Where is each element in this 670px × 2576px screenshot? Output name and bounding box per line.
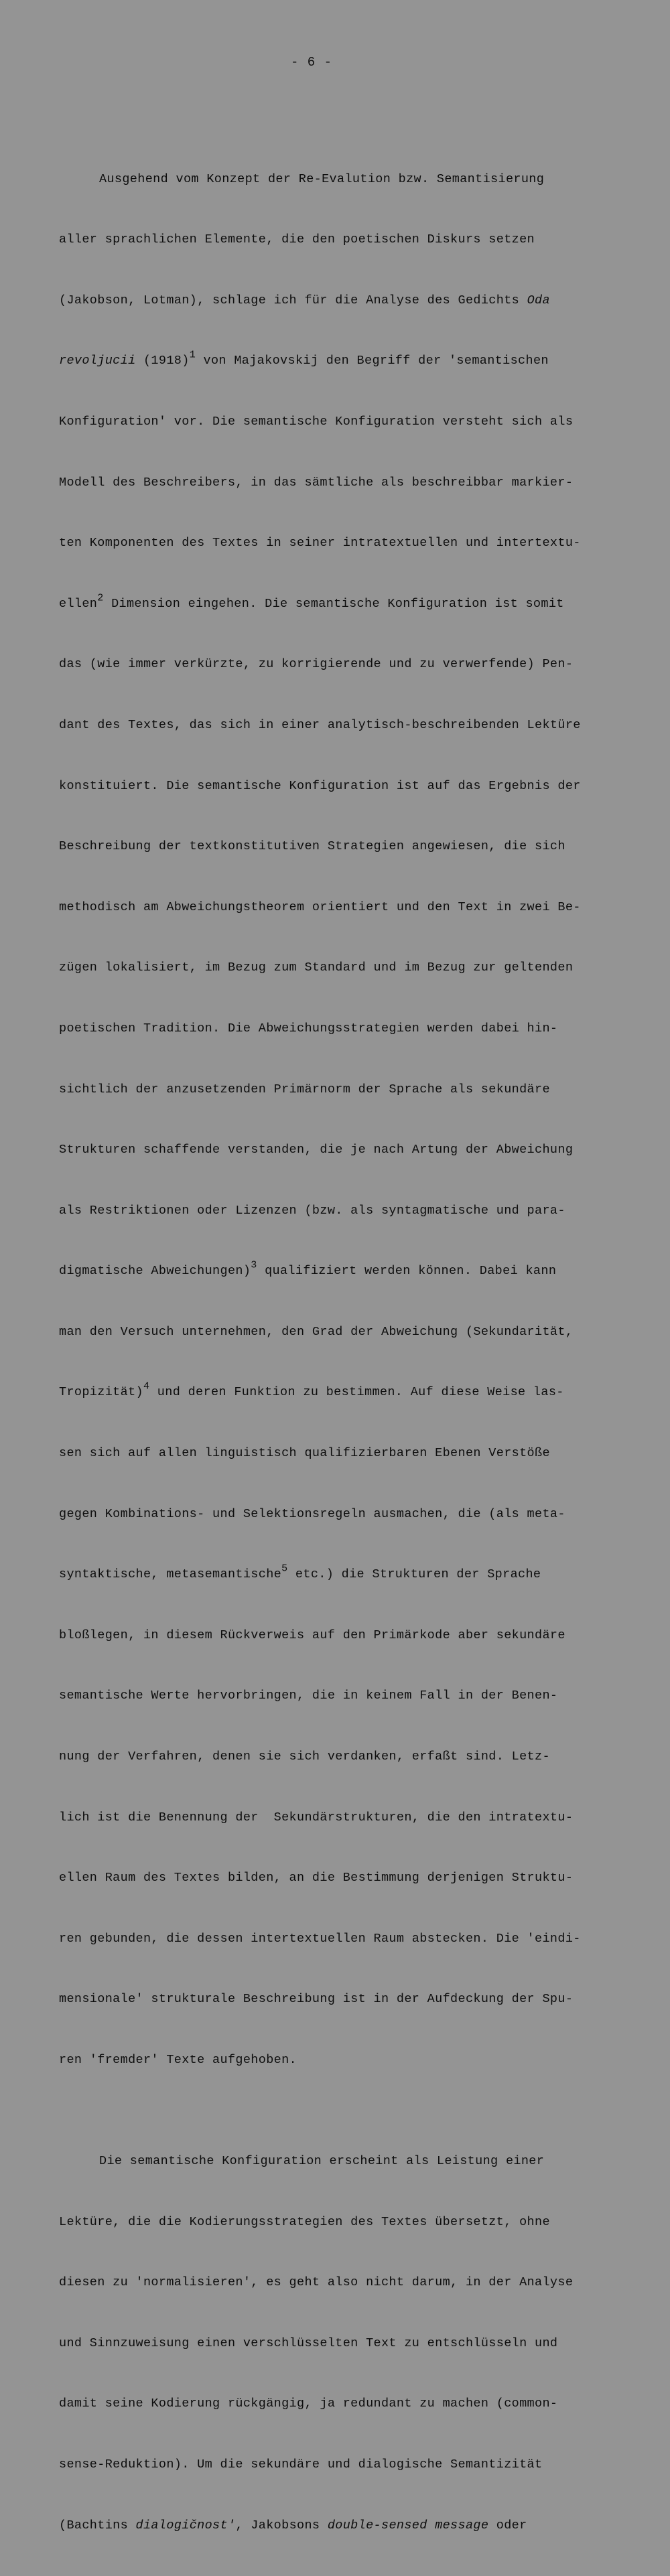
body-text (59, 109, 615, 2576)
text-line: konstituiert. Die semantische Konfiguration ist auf das Ergebnis der (59, 778, 581, 793)
text-line: semantische Werte hervorbringen, die in keinem Fall in der Benen- (59, 1689, 558, 1703)
text-line: diesen zu 'normalisieren', es geht also nicht darum, in der Analyse (59, 2275, 574, 2290)
text-line: ellen$^2$ Dimension eingehen. Die semantische Konfiguration ist somit (59, 592, 564, 611)
text-line: man den Versuch unternehmen, den Grad der Abweichung (Sekundarität, (59, 1324, 574, 1339)
text-line: revoljucii $(1918)^1$ von Majakovskij den Begriff der 'semantischen (59, 349, 549, 368)
footnote-marker: 2 (97, 592, 104, 604)
italic-term: double-sensed message (327, 2518, 489, 2532)
text-line: (Bachtins dialogičnost', Jakobsons double-sensed message oder (59, 2518, 527, 2532)
text-line: Lektüre, die die Kodierungsstrategien des Textes übersetzt, ohne (59, 2214, 550, 2229)
text-line: ellen Raum des Textes bilden, an die Bestimmung derjenigen Struktu- (59, 1871, 574, 1885)
text-line: aller sprachlichen Elemente, die den poetischen Diskurs setzen (59, 232, 535, 247)
text-line: ten Komponenten des Textes in seiner intratextuellen und intertextu- (59, 536, 581, 551)
footnote-marker: 5 (281, 1563, 288, 1575)
text-line: poetischen Tradition. Die Abweichungsstrategien werden dabei hin- (59, 1021, 558, 1035)
text-line: digmatische Abweichungen)$^3$ qualifiziert werden können. Dabei kann (59, 1259, 557, 1279)
text-line: Strukturen schaffende verstanden, die je nach Artung der Abweichung (59, 1143, 574, 1157)
text-line: das (wie immer verkürzte, zu korrigierende und zu verwerfende) Pen- (59, 657, 574, 672)
text-line: bloßlegen, in diesem Rückverweis auf den Primärkode aber sekundäre (59, 1628, 565, 1642)
text-line: und Sinnzuweisung einen verschlüsselten Text zu entschlüsseln und (59, 2336, 558, 2350)
text-line: sichtlich der anzusetzenden Primärnorm der Sprache als sekundäre (59, 1082, 550, 1096)
text-line: ren gebunden, die dessen intertextuellen Raum abstecken. Die 'eindi- (59, 1931, 581, 1946)
text-line: Die semantische Konfiguration erscheint als Leistung einer (99, 2154, 545, 2169)
italic-title: Oda (527, 293, 550, 307)
text-line: mensionale' strukturale Beschreibung ist in der Aufdeckung der Spu- (59, 1992, 574, 2007)
text-line: Konfiguration' vor. Die semantische Konfiguration versteht sich als (59, 414, 574, 429)
text-line: zügen lokalisiert, im Bezug zum Standard und im Bezug zur geltenden (59, 960, 574, 975)
page-number: - 6 - (290, 55, 332, 70)
text-line: sense-Reduktion). Um die sekundäre und dialogische Semantizität (59, 2457, 543, 2472)
text-line: ren 'fremder' Texte aufgehoben. (59, 2053, 297, 2068)
text-line: (Jakobson, Lotman), schlage ich für die Analyse des Gedichts Oda (59, 293, 550, 307)
footnote-marker: 4 (143, 1380, 150, 1392)
italic-title: revoljucii (59, 354, 136, 368)
italic-term: dialogičnost' (135, 2518, 236, 2532)
footnote-marker: 1 (189, 349, 196, 361)
text-line: syntaktische, metasemantische$^5$ etc.) die Strukturen der Sprache (59, 1563, 541, 1582)
text-line: dant des Textes, das sich in einer analytisch-beschreibenden Lektüre (59, 717, 581, 732)
text-line: Ausgehend vom Konzept der Re-Evalution bzw. Semantisierung (99, 171, 545, 186)
text-line: sen sich auf allen linguistisch qualifizierbaren Ebenen Verstöße (59, 1446, 550, 1461)
footnote-marker: 3 (251, 1259, 257, 1271)
text-line: nung der Verfahren, denen sie sich verdanken, erfaßt sind. Letz- (59, 1749, 550, 1764)
text-line: Tropizität)$^4$ und deren Funktion zu bestimmen. Auf diese Weise las- (59, 1380, 564, 1400)
text-line: Beschreibung der textkonstitutiven Strategien angewiesen, die sich (59, 839, 565, 854)
text-line: methodisch am Abweichungstheorem orientiert und den Text in zwei Be- (59, 900, 581, 914)
text-line: damit seine Kodierung rückgängig, ja redundant zu machen (common- (59, 2396, 558, 2411)
text-line: als Restriktionen oder Lizenzen (bzw. als syntagmatische und para- (59, 1203, 565, 1218)
text-line: gegen Kombinations- und Selektionsregeln ausmachen, die (als meta- (59, 1506, 565, 1521)
text-line: lich ist die Benennung der Sekundärstrukturen, die den intratextu- (59, 1810, 574, 1824)
text-line: Modell des Beschreibers, in das sämtliche als beschreibbar markier- (59, 475, 574, 490)
